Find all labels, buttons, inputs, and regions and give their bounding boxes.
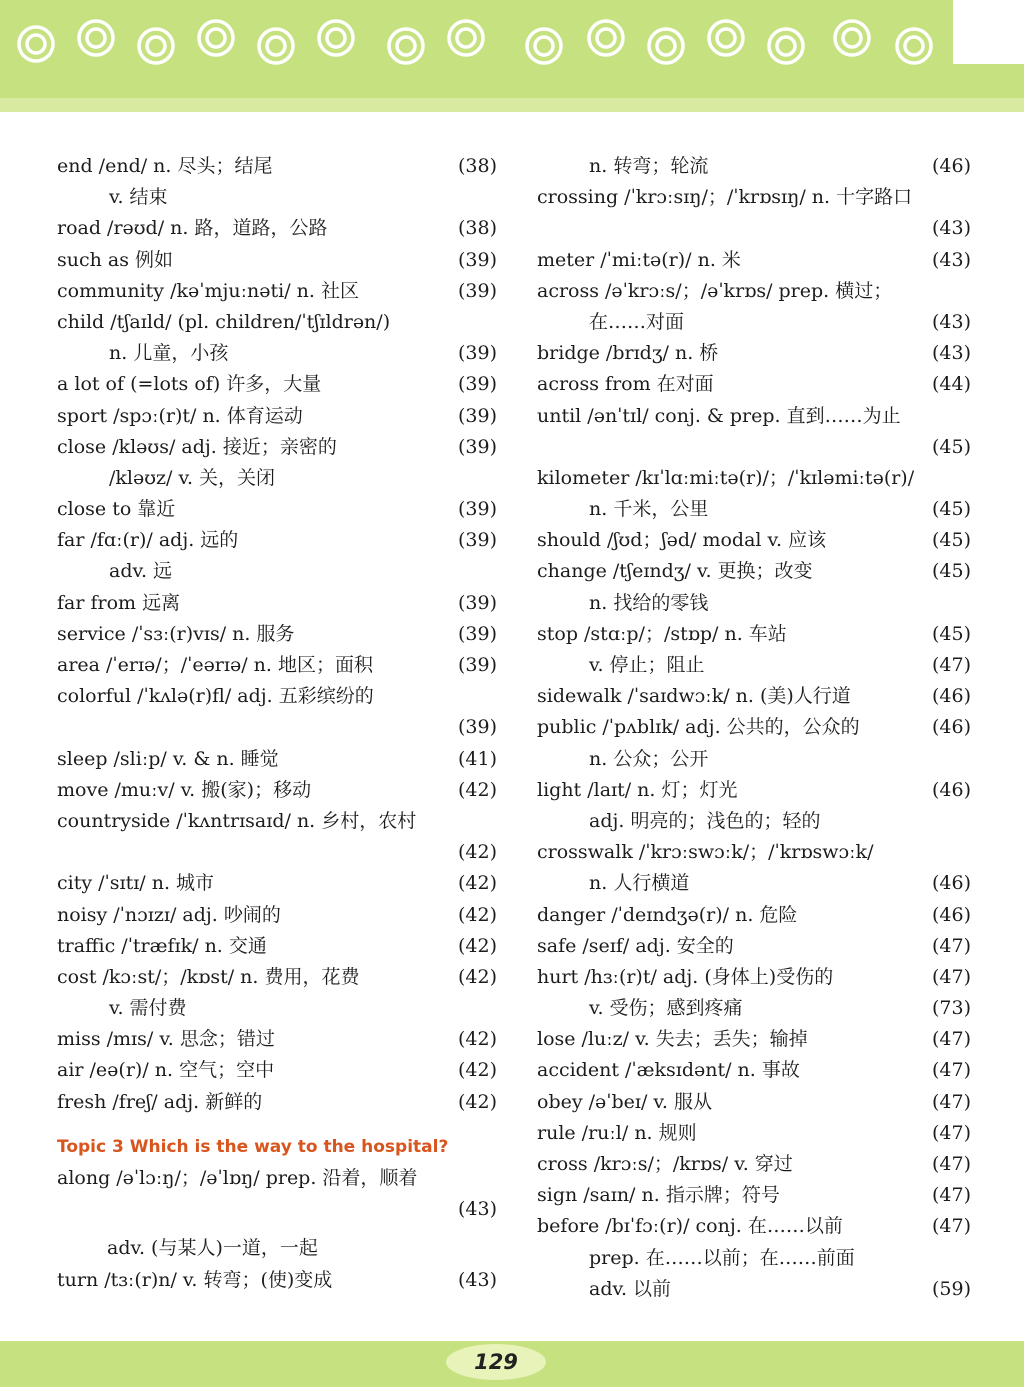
entry-text: community /kəˈmjuːnəti/ n. 社区: [57, 279, 359, 302]
vocab-entry: [537, 525, 971, 556]
vocab-entry: [57, 369, 497, 400]
vocab-entry: [57, 245, 497, 276]
vocab-entry: [57, 619, 497, 650]
vocab-entry: [537, 213, 971, 244]
vocab-entry: [57, 775, 497, 806]
page-ref: (39): [457, 591, 497, 614]
vocab-entry: [537, 182, 971, 213]
entry-text: colorful /ˈkʌlə(r)fl/ adj. 五彩缤纷的: [57, 685, 374, 708]
entry-text: across from 在对面: [537, 373, 714, 396]
vocab-entry: [537, 931, 971, 962]
entry-text: n. 千米，公里: [589, 498, 709, 521]
page-ref: (38): [457, 217, 497, 240]
entry-text: adv. 以前: [589, 1277, 672, 1300]
entry-text: noisy /ˈnɔɪzɪ/ adj. 吵闹的: [57, 903, 281, 926]
entry-text: crossing /ˈkrɔːsɪŋ/；/ˈkrɒsɪŋ/ n. 十字路口: [537, 186, 913, 209]
vocab-entry: [537, 1087, 971, 1118]
entry-text: danger /ˈdeɪndʒə(r)/ n. 危险: [537, 903, 798, 926]
page-ref: (39): [457, 529, 497, 552]
page-ref: (42): [457, 903, 497, 926]
vocab-entry: [57, 1194, 497, 1225]
vocab-entry: [537, 432, 971, 463]
vocab-entry: [57, 338, 497, 369]
page-ref: (47): [931, 1184, 971, 1207]
vocab-entry: [537, 1055, 971, 1086]
vocab-entry: [57, 837, 497, 868]
page-ref: (39): [457, 342, 497, 365]
vocab-entry: [537, 775, 971, 806]
left-vocab-column: [57, 151, 497, 1296]
entry-text: crosswalk /ˈkrɔːswɔːk/；/ˈkrɒswɔːk/: [537, 841, 874, 864]
page-ref: (45): [931, 498, 971, 521]
page-ref: (47): [931, 1090, 971, 1113]
entry-text: service /ˈsɜː(r)vɪs/ n. 服务: [57, 622, 295, 645]
page-number: 129: [446, 1344, 546, 1380]
vocab-entry: [537, 650, 971, 681]
entry-text: air /eə(r)/ n. 空气；空中: [57, 1059, 275, 1082]
page-ref: (46): [931, 872, 971, 895]
page-ref: (47): [931, 1215, 971, 1238]
vocab-entry: [537, 993, 971, 1024]
page-ref: (42): [457, 1028, 497, 1051]
section-heading: [57, 1132, 497, 1163]
vocab-entry: [537, 1180, 971, 1211]
vocab-entry: [537, 619, 971, 650]
top-band-corner: [953, 0, 1024, 64]
page-ref: (39): [457, 248, 497, 271]
entry-text: n. 人行横道: [589, 872, 690, 895]
vocab-entry: [537, 151, 971, 182]
vocab-entry: [57, 525, 497, 556]
vocab-entry: [537, 712, 971, 743]
vocab-entry: [537, 1024, 971, 1055]
page-ref: (42): [457, 934, 497, 957]
page-ref: (43): [457, 1198, 497, 1221]
entry-text: such as 例如: [57, 248, 174, 271]
entry-text: light /laɪt/ n. 灯；灯光: [537, 778, 738, 801]
page-ref: (42): [457, 1090, 497, 1113]
page-ref: (45): [931, 435, 971, 458]
page-ref: (39): [457, 716, 497, 739]
right-vocab-column: [537, 151, 971, 1305]
entry-text: adv. 远: [109, 560, 173, 583]
page-ref: (38): [457, 155, 497, 177]
vocab-entry: [57, 681, 497, 712]
vocab-entry: [537, 494, 971, 525]
vocab-entry: [537, 868, 971, 899]
entry-text: v. 停止；阻止: [589, 654, 705, 676]
vocab-entry: [57, 931, 497, 962]
vocab-entry: [57, 182, 497, 213]
vocab-entry: [537, 369, 971, 400]
entry-text: before /bɪˈfɔː(r)/ conj. 在……以前: [537, 1215, 843, 1238]
entry-text: child /tʃaɪld/ (pl. children/ˈtʃɪldrən/): [57, 310, 391, 333]
page-ref: (47): [931, 1153, 971, 1175]
entry-text: accident /ˈæksɪdənt/ n. 事故: [537, 1059, 800, 1082]
entry-text: obey /əˈbeɪ/ v. 服从: [537, 1090, 712, 1113]
entry-text: should /ʃʊd；ʃəd/ modal v. 应该: [537, 529, 827, 552]
vocab-entry: [57, 463, 497, 494]
page-ref: (42): [457, 965, 497, 988]
entry-text: end /end/ n. 尽头；结尾: [57, 155, 273, 177]
ring-pattern-icon: [14, 16, 944, 68]
entry-text: n. 儿童，小孩: [109, 342, 229, 365]
vocab-entry: [57, 806, 497, 837]
entry-text: close to 靠近: [57, 498, 176, 521]
entry-text: cost /kɔːst/；/kɒst/ n. 费用，花费: [57, 965, 360, 988]
vocab-entry: [537, 962, 971, 993]
page-ref: (46): [931, 155, 971, 177]
page-ref: (39): [457, 498, 497, 521]
page-ref: (45): [931, 560, 971, 583]
vocab-entry: [57, 588, 497, 619]
vocab-entry: [57, 712, 497, 743]
entry-text: city /ˈsɪtɪ/ n. 城市: [57, 872, 215, 895]
page-ref: (46): [931, 716, 971, 739]
entry-text: sleep /sliːp/ v. & n. 睡觉: [57, 747, 279, 770]
entry-text: change /tʃeɪndʒ/ v. 更换；改变: [537, 560, 813, 583]
entry-text: miss /mɪs/ v. 思念；错过: [57, 1028, 275, 1051]
entry-text: along /əˈlɔːŋ/；/əˈlɒŋ/ prep. 沿着，顺着: [57, 1167, 418, 1189]
page-ref: (39): [457, 654, 497, 676]
entry-text: sidewalk /ˈsaɪdwɔːk/ n. (美)人行道: [537, 685, 851, 708]
entry-text: across /əˈkrɔːs/；/əˈkrɒs/ prep. 横过；: [537, 279, 893, 302]
vocab-entry: [57, 868, 497, 899]
vocab-entry: [57, 1087, 497, 1118]
page-ref: (47): [931, 1059, 971, 1082]
page-ref: (44): [931, 373, 971, 396]
entry-text: kilometer /kɪˈlɑːmiːtə(r)/；/ˈkɪləmiːtə(r)/: [537, 466, 915, 489]
vocab-entry: [537, 556, 971, 587]
vocab-entry: [57, 213, 497, 244]
vocab-entry: [57, 962, 497, 993]
entry-text: a lot of (=lots of) 许多，大量: [57, 373, 322, 396]
entry-text: v. 需付费: [109, 997, 187, 1020]
page-ref: (43): [931, 310, 971, 333]
entry-text: until /ənˈtɪl/ conj. & prep. 直到……为止: [537, 404, 901, 427]
page-ref: (47): [931, 1028, 971, 1051]
page-ref: (43): [931, 217, 971, 240]
entry-text: sign /saɪn/ n. 指示牌；符号: [537, 1184, 780, 1207]
entry-text: turn /tɜː(r)n/ v. 转弯；(使)变成: [57, 1268, 333, 1291]
vocab-entry: [537, 1118, 971, 1149]
entry-text: /kləʊz/ v. 关，关闭: [109, 466, 276, 489]
entry-text: far from 远离: [57, 591, 181, 614]
vocab-entry: [537, 806, 971, 837]
page-ref: (46): [931, 903, 971, 926]
entry-text: n. 转弯；轮流: [589, 155, 709, 177]
page-ref: (47): [931, 1121, 971, 1144]
entry-text: 在……对面: [589, 310, 685, 333]
page-ref: (59): [931, 1277, 971, 1300]
section-heading-text: Topic 3 Which is the way to the hospital?: [57, 1136, 449, 1157]
vocab-entry: [57, 276, 497, 307]
vocab-entry: [537, 900, 971, 931]
page-ref: (42): [457, 841, 497, 864]
page-ref: (41): [457, 747, 497, 770]
vocab-entry: [537, 1211, 971, 1242]
vocab-entry: [537, 463, 971, 494]
vocab-entry: [537, 744, 971, 775]
vocab-entry: [57, 650, 497, 681]
entry-text: adj. 明亮的；浅色的；轻的: [589, 809, 821, 832]
vocab-entry: [57, 1265, 497, 1296]
page-ref: (42): [457, 778, 497, 801]
vocab-entry: [57, 900, 497, 931]
vocab-entry: [57, 993, 497, 1024]
vocab-entry: [537, 307, 971, 338]
vocab-entry: [57, 432, 497, 463]
vocab-entry: [537, 1243, 971, 1274]
entry-text: sport /spɔː(r)t/ n. 体育运动: [57, 404, 303, 427]
entry-text: rule /ruːl/ n. 规则: [537, 1121, 697, 1144]
entry-text: bridge /brɪdʒ/ n. 桥: [537, 342, 719, 365]
entry-text: countryside /ˈkʌntrɪsaɪd/ n. 乡村，农村: [57, 809, 417, 832]
vocab-entry: [537, 276, 971, 307]
entry-text: road /rəʊd/ n. 路，道路，公路: [57, 217, 328, 240]
entry-text: hurt /hɜː(r)t/ adj. (身体上)受伤的: [537, 965, 834, 988]
page-ref: (39): [457, 404, 497, 427]
vocab-entry: [57, 556, 497, 587]
entry-text: close /kləʊs/ adj. 接近；亲密的: [57, 435, 337, 458]
entry-text: n. 找给的零钱: [589, 591, 709, 614]
entry-text: far /fɑː(r)/ adj. 远的: [57, 529, 239, 552]
vocab-entry: [57, 744, 497, 775]
page-ref: (46): [931, 778, 971, 801]
entry-text: v. 结束: [109, 186, 168, 209]
vocab-entry: [537, 837, 971, 868]
page-ref: (47): [931, 965, 971, 988]
page-ref: (46): [931, 685, 971, 708]
entry-text: v. 受伤；感到疼痛: [589, 997, 743, 1020]
entry-text: lose /luːz/ v. 失去；丢失；输掉: [537, 1028, 808, 1051]
vocab-entry: [537, 401, 971, 432]
page-ref: (47): [931, 934, 971, 957]
vocab-entry: [537, 338, 971, 369]
page-ref: (43): [457, 1268, 497, 1291]
entry-text: stop /stɑːp/；/stɒp/ n. 车站: [537, 622, 787, 645]
vocab-entry: [57, 401, 497, 432]
page-ref: (45): [931, 529, 971, 552]
page-ref: (45): [931, 622, 971, 645]
page-ref: (39): [457, 373, 497, 396]
entry-text: prep. 在……以前；在……前面: [589, 1246, 855, 1269]
page-ref: (39): [457, 279, 497, 302]
vocab-entry: [537, 1274, 971, 1305]
entry-text: move /muːv/ v. 搬(家)；移动: [57, 778, 312, 801]
vocab-entry: [57, 1233, 497, 1264]
vocab-entry: [57, 1163, 497, 1194]
entry-text: traffic /ˈtræfɪk/ n. 交通: [57, 934, 267, 957]
entry-text: safe /seɪf/ adj. 安全的: [537, 934, 734, 957]
vocab-entry: [57, 151, 497, 182]
entry-text: cross /krɔːs/；/krɒs/ v. 穿过: [537, 1153, 793, 1175]
page-ref: (43): [931, 248, 971, 271]
page-ref: (42): [457, 1059, 497, 1082]
entry-text: adv. (与某人)一道，一起: [107, 1237, 318, 1260]
vocab-entry: [57, 494, 497, 525]
vocab-entry: [57, 1055, 497, 1086]
page-ref: (43): [931, 342, 971, 365]
page-ref: (39): [457, 622, 497, 645]
page-ref: (39): [457, 435, 497, 458]
vocab-entry: [537, 681, 971, 712]
vocab-entry: [57, 307, 497, 338]
vocab-entry: [537, 245, 971, 276]
page-ref: (73): [931, 997, 971, 1020]
entry-text: fresh /freʃ/ adj. 新鲜的: [57, 1090, 263, 1113]
page-ref: (47): [931, 654, 971, 676]
top-band-strip: [0, 98, 1024, 112]
entry-text: public /ˈpʌblɪk/ adj. 公共的，公众的: [537, 716, 860, 739]
entry-text: n. 公众；公开: [589, 747, 709, 770]
vocab-entry: [537, 588, 971, 619]
vocab-entry: [537, 1149, 971, 1180]
entry-text: meter /ˈmiːtə(r)/ n. 米: [537, 248, 741, 271]
page-ref: (42): [457, 872, 497, 895]
vocab-entry: [57, 1024, 497, 1055]
entry-text: area /ˈerɪə/；/ˈeərɪə/ n. 地区；面积: [57, 654, 373, 676]
